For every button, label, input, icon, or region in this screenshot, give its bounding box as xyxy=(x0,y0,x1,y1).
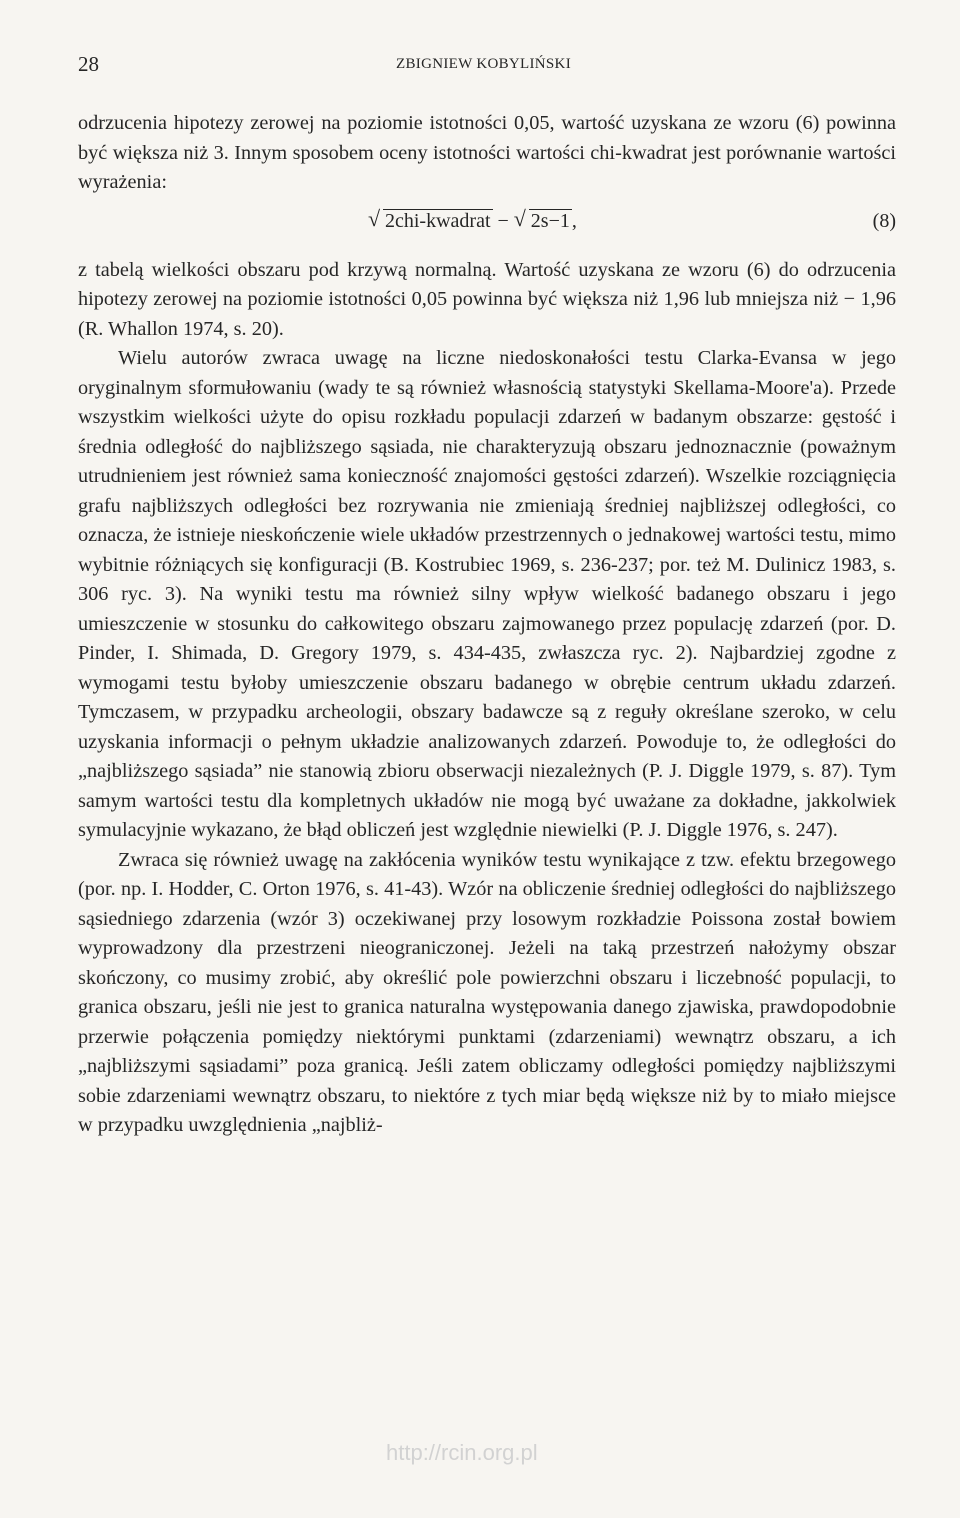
paragraph-4: Zwraca się również uwagę na zakłócenia wyników testu wynikające z tzw. efektu brzegowego (por. np. I. Hodder, C. Orton 1976, s. 41-43). Wzór na obliczenie średniej odległości do najbliższego sąsiedniego zdarzenia (wzór 3) oczekiwanej przy losowym rozkładzie Poissona został bowiem wyprowadzony dla przestrzeni nieograniczonej. Jeżeli na taką przestrzeń nałożymy obszar skończony, co musimy zrobić, aby określić pole powierzchni obszaru i liczebność populacji, to granica obszaru, jeśli nie jest to granica naturalna występowania danego zjawiska, prawdopodobnie przerwie połączenia pomiędzy niektórymi punktami (zdarzeniami) wewnątrz obszaru, a ich „najbliższymi sąsiadami” poza granicą. Jeśli zatem obliczamy odległości pomiędzy najbliższymi sobie zdarzeniami wewnątrz obszaru, to niektóre z tych miar będą większe niż by to miało miejsce w przypadku uwzględnienia „najbliż- xyxy=(78,848,896,1136)
formula-8 xyxy=(78,198,896,256)
square-root-1 xyxy=(368,207,493,237)
radical-sign-icon: √ xyxy=(368,205,381,231)
formula-trailing: , xyxy=(571,209,577,232)
watermark-url: http://rcin.org.pl xyxy=(386,1440,538,1465)
formula-number: (8) xyxy=(872,209,896,232)
radicand-1: 2chi-kwadrat xyxy=(385,209,491,232)
paragraph-1: odrzucenia hipotezy zerowej na poziomie istotności 0,05, wartość uzyskana ze wzoru (6) powinna być większa niż 3. Innym sposobem oceny istotności wartości chi-kwadrat jest porównanie wartości wyrażenia: xyxy=(78,112,896,193)
formula-operator: − xyxy=(497,209,509,232)
square-root-2 xyxy=(514,207,572,237)
page-header xyxy=(78,52,898,82)
radical-sign-icon: √ xyxy=(513,205,526,231)
running-head: ZBIGNIEW KOBYLIŃSKI xyxy=(396,56,571,72)
page-number: 28 xyxy=(78,52,99,76)
formula-expression xyxy=(368,207,577,237)
paragraph-3: Wielu autorów zwraca uwagę na liczne niedoskonałości testu Clarka-Evansa w jego oryginalnym sformułowaniu (wady te są również własnością statystyki Skellama-Moore'a). Przede wszystkim wielkości użyte do opisu rozkładu populacji zdarzeń w badanym obszarze: gęstość i średnia odległość do najbliższego sąsiada, nie charakteryzują obszaru jednoznacznie (poważnym utrudnieniem jest również sama konieczność znajomości gęstości zdarzeń). Wszelkie rozciągnięcia grafu najbliższych odległości bez rozrywania nie zmieniają średniej najbliższej odległości, co oznacza, że istnieje nieskończenie wiele układów przestrzennych o jednakowej wartości testu, mimo wybitnie różniących się konfiguracji (B. Kostrubiec 1969, s. 236-237; por. też M. Dulinicz 1983, s. 306 ryc. 3). Na wyniki testu ma również silny wpływ wielkość badanego obszaru i jego umieszczenie w stosunku do całkowitego obszaru zajmowanego przez populację zdarzeń (por. D. Pinder, I. Shimada, D. Gregory 1979, s. 434-435, zwłaszcza ryc. 2). Najbardziej zgodne z wymogami testu byłoby umieszczenie obszaru badanego w obrębie centrum układu zdarzeń. Tymczasem, w przypadku archeologii, obszary badawcze są z reguły określane szeroko, w celu uzyskania informacji o pełnym układzie analizowanych zdarzeń. Powoduje to, że odległości do „najbliższego sąsiada” nie stanowią zbioru obserwacji niezależnych (P. J. Diggle 1979, s. 87). Tym samym wartości testu dla kompletnych układów nie mogą być uważane za dokładne, jakkolwiek symulacyjnie wykazano, że błąd obliczeń jest względnie niewielki (P. J. Diggle 1976, s. 247). xyxy=(78,347,896,841)
radicand-2: 2s−1 xyxy=(530,209,570,232)
paragraph-2: z tabelą wielkości obszaru pod krzywą normalną. Wartość uzyskana ze wzoru (6) do odrzucenia hipotezy zerowej na poziomie istotności 0,05 powinna być większa niż 1,96 lub mniejsza niż − 1,96 (R. Whallon 1974, s. 20). xyxy=(78,258,896,340)
body-text xyxy=(78,109,896,1141)
